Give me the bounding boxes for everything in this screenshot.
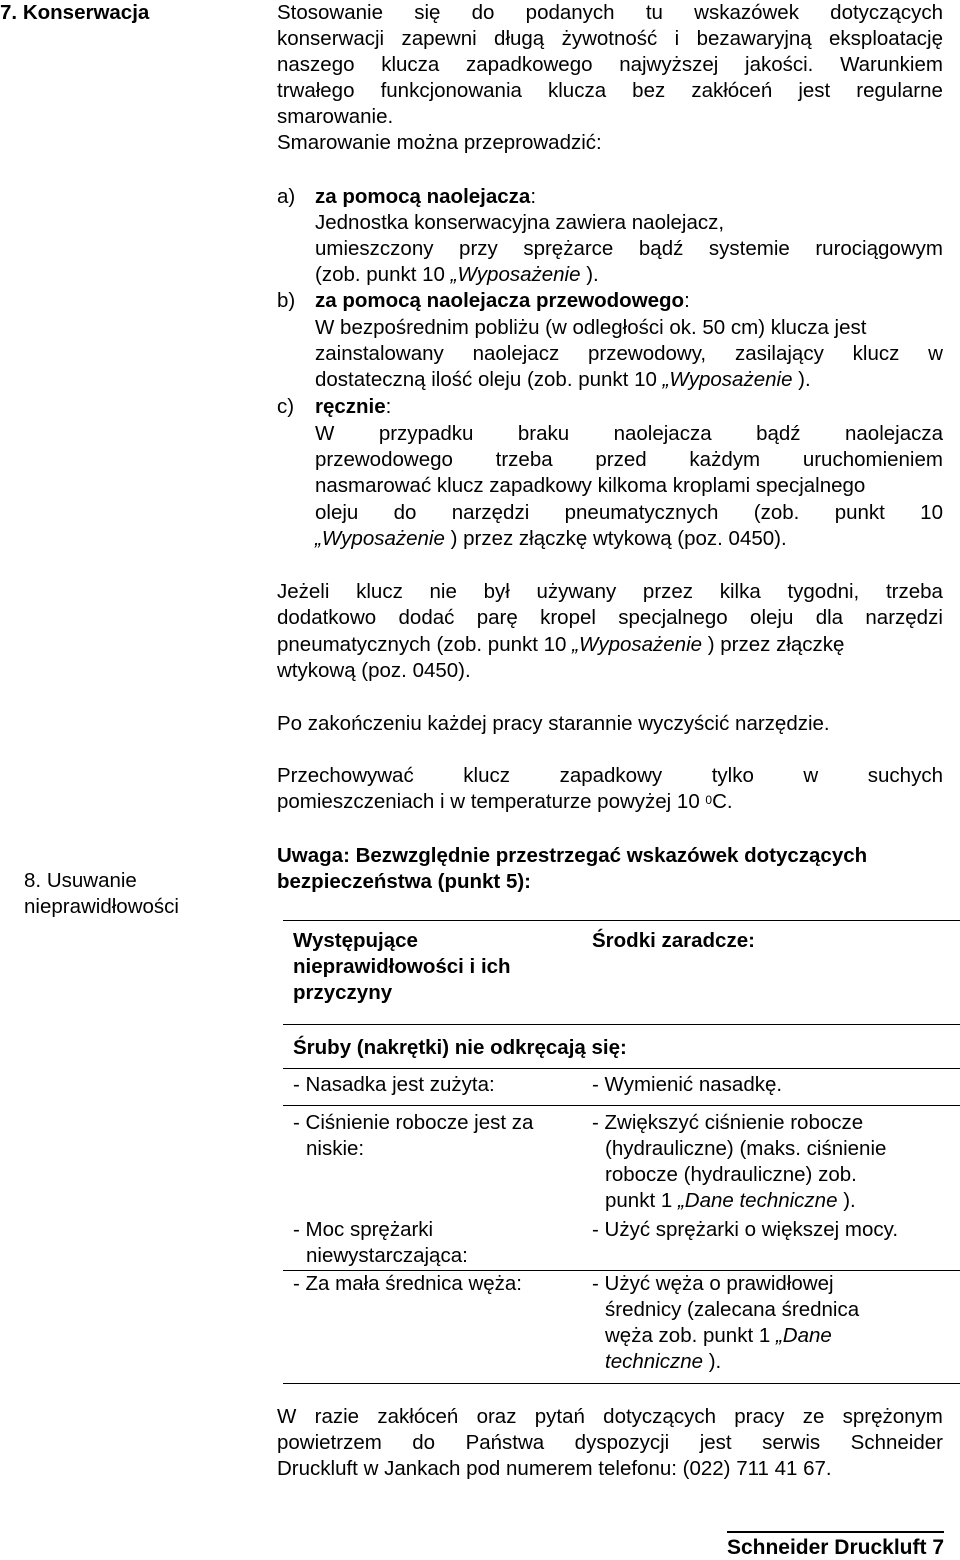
word: pracy bbox=[734, 1405, 785, 1428]
word: 10 bbox=[920, 501, 943, 524]
text-line: wtykową (poz. 0450). bbox=[277, 659, 471, 682]
word: używany bbox=[536, 580, 617, 603]
word: klucza bbox=[381, 53, 440, 76]
word: przy bbox=[459, 237, 498, 260]
text-line: nasmarować klucz zapadkowy kilkoma kroplami specjalnego bbox=[315, 474, 866, 497]
word: zakłóceń bbox=[691, 79, 773, 102]
word: uruchomieniem bbox=[802, 448, 943, 471]
item-c-title: ręcznie: bbox=[315, 395, 392, 418]
word: narzędzi bbox=[865, 606, 943, 629]
word: serwis bbox=[762, 1431, 821, 1454]
word: i bbox=[674, 27, 680, 50]
table-rule bbox=[283, 1024, 960, 1025]
table-rule bbox=[283, 920, 960, 921]
justified-line bbox=[315, 500, 943, 526]
word: długą bbox=[494, 27, 545, 50]
word: się bbox=[414, 1, 441, 24]
word: dla bbox=[815, 606, 844, 629]
word: najwyższej bbox=[619, 53, 719, 76]
word: parę bbox=[476, 606, 518, 629]
word: razie bbox=[314, 1405, 360, 1428]
section-8-heading bbox=[24, 868, 179, 920]
item-c-label: c) bbox=[277, 395, 295, 418]
word: był bbox=[483, 580, 510, 603]
word: każdym bbox=[689, 448, 761, 471]
warning-line: bezpieczeństwa (punkt 5): bbox=[277, 870, 532, 893]
word: zakłóceń bbox=[377, 1405, 459, 1428]
word: zapadkowego bbox=[466, 53, 593, 76]
word: przewodowy, bbox=[588, 342, 707, 365]
word: oleju bbox=[750, 606, 794, 629]
word: specjalnego bbox=[618, 606, 728, 629]
word: naolejacza bbox=[613, 422, 712, 445]
warning-line: Uwaga: Bezwzględnie przestrzegać wskazówek dotyczących bbox=[277, 844, 868, 867]
page-footer: Schneider Druckluft 7 bbox=[727, 1531, 944, 1560]
word: bez bbox=[632, 79, 666, 102]
word: W bbox=[277, 1405, 297, 1428]
word: (zob. bbox=[753, 501, 800, 524]
text-line: Jednostka konserwacyjna zawiera naolejacz, bbox=[315, 211, 725, 234]
word: do bbox=[393, 501, 417, 524]
word: dyspozycji bbox=[574, 1431, 670, 1454]
word: zasilający bbox=[734, 342, 824, 365]
word: kilka bbox=[719, 580, 761, 603]
text-line: „Wyposażenie ) przez złączkę wtykową (poz. 0450). bbox=[315, 527, 787, 550]
text-line: smarowanie. bbox=[277, 105, 394, 128]
word: Stosowanie bbox=[277, 1, 383, 24]
justified-line bbox=[315, 236, 943, 262]
justified-line bbox=[277, 0, 943, 26]
word: zapewni bbox=[401, 27, 477, 50]
word: trwałego bbox=[277, 79, 355, 102]
table-cell-cause: - Moc sprężarki niewystarczająca: bbox=[293, 1218, 468, 1267]
item-a-title: za pomocą naolejacza: bbox=[315, 185, 537, 208]
word: zapadkowy bbox=[559, 764, 663, 787]
justified-line bbox=[277, 1404, 943, 1430]
justified-line bbox=[315, 341, 943, 367]
word: nie bbox=[429, 580, 457, 603]
word: jakości. bbox=[745, 53, 814, 76]
word: eksploatację bbox=[829, 27, 943, 50]
word: przypadku bbox=[378, 422, 474, 445]
word: Jeżeli bbox=[277, 580, 330, 603]
table-group-title: Śruby (nakrętki) nie odkręcają się: bbox=[293, 1036, 627, 1059]
word: braku bbox=[517, 422, 570, 445]
word: bądź bbox=[638, 237, 684, 260]
word: przewodowego bbox=[315, 448, 453, 471]
word: tylko bbox=[711, 764, 754, 787]
word: oraz bbox=[476, 1405, 517, 1428]
table-rule bbox=[283, 1383, 960, 1384]
justified-line bbox=[277, 579, 943, 605]
word: sprężonym bbox=[842, 1405, 943, 1428]
word: narzędzi bbox=[451, 501, 530, 524]
item-b-label: b) bbox=[277, 289, 296, 312]
word: punkt bbox=[834, 501, 885, 524]
word: pneumatycznych bbox=[564, 501, 719, 524]
justified-line bbox=[315, 421, 943, 447]
word: do bbox=[412, 1431, 436, 1454]
word: rurociągowym bbox=[815, 237, 943, 260]
item-a-label: a) bbox=[277, 185, 296, 208]
word: klucz bbox=[356, 580, 403, 603]
text-line: pomieszczeniach i w temperaturze powyżej 10 $^0$C. bbox=[277, 790, 733, 813]
section-title: Konserwacja bbox=[22, 1, 150, 24]
word: bądź bbox=[756, 422, 801, 445]
word: Przechowywać bbox=[277, 764, 414, 787]
table-cell-cause: - Nasadka jest zużyta: bbox=[293, 1073, 495, 1096]
justified-line bbox=[277, 26, 943, 52]
word: dotyczących bbox=[830, 1, 943, 24]
table-cell-remedy: - Użyć sprężarki o większej mocy. bbox=[592, 1218, 899, 1241]
word: do bbox=[471, 1, 495, 24]
word: dodać bbox=[398, 606, 455, 629]
item-b-title: za pomocą naolejacza przewodowego: bbox=[315, 289, 690, 312]
word: jest bbox=[798, 79, 831, 102]
table-cell-remedy: - Wymienić nasadkę. bbox=[592, 1073, 783, 1096]
table-cell-cause: - Ciśnienie robocze jest za niskie: bbox=[293, 1111, 534, 1160]
word: tygodni, bbox=[787, 580, 860, 603]
word: umieszczony bbox=[315, 237, 434, 260]
word: oleju bbox=[315, 501, 359, 524]
text-line: pneumatycznych (zob. punkt 10 „Wyposażenie ) przez złączkę bbox=[277, 633, 845, 656]
word: suchych bbox=[867, 764, 943, 787]
word: Warunkiem bbox=[840, 53, 943, 76]
text-line: Po zakończeniu każdej pracy starannie wyczyścić narzędzie. bbox=[277, 712, 830, 735]
intro-paragraph bbox=[277, 0, 943, 156]
word: bezawaryjną bbox=[696, 27, 812, 50]
text-line: Smarowanie można przeprowadzić: bbox=[277, 131, 602, 154]
section-number: 7. bbox=[0, 1, 18, 24]
table-rule bbox=[283, 1068, 960, 1069]
justified-line bbox=[315, 447, 943, 473]
word: w bbox=[928, 342, 943, 365]
text-line: Druckluft w Jankach pod numerem telefonu: (022) 711 41 67. bbox=[277, 1457, 832, 1480]
section-title: Usuwanie bbox=[46, 869, 137, 892]
word: przed bbox=[595, 448, 647, 471]
word: klucz bbox=[852, 342, 900, 365]
justified-line bbox=[277, 52, 943, 78]
text-line: (zob. punkt 10 „Wyposażenie ). bbox=[315, 263, 599, 286]
word: klucz bbox=[463, 764, 510, 787]
word: pytań bbox=[534, 1405, 585, 1428]
table-cell-cause: - Za mała średnica węża: bbox=[293, 1272, 523, 1295]
word: jest bbox=[699, 1431, 732, 1454]
word: naolejacza bbox=[844, 422, 943, 445]
table-cell-remedy: - Zwiększyć ciśnienie robocze (hydrauliczne) (maks. ciśnienie robocze (hydrauliczne) zob. punkt 1 „Dane techniczne ). bbox=[592, 1111, 887, 1212]
word: wskazówek bbox=[694, 1, 799, 24]
section-number: 8. bbox=[24, 869, 42, 892]
word: klucza bbox=[547, 79, 607, 102]
table-cell-remedy: - Użyć węża o prawidłowej średnicy (zalecana średnica węża zob. punkt 1 „Dane techniczne ). bbox=[592, 1272, 860, 1373]
word: w bbox=[803, 764, 819, 787]
word: dotyczących bbox=[603, 1405, 716, 1428]
word: sprężarce bbox=[523, 237, 614, 260]
table-rule bbox=[283, 1105, 960, 1106]
word: naolejacz bbox=[472, 342, 560, 365]
word: żywotność bbox=[561, 27, 658, 50]
text-line: W bezpośrednim pobliżu (w odległości ok. 50 cm) klucza jest bbox=[315, 316, 867, 339]
table-header-cause: Występujące nieprawidłowości i ich przyczyny bbox=[293, 929, 511, 1004]
word: ze bbox=[802, 1405, 825, 1428]
word: podanych bbox=[525, 1, 615, 24]
section-7-heading bbox=[0, 0, 149, 26]
justified-line bbox=[277, 1430, 943, 1456]
word: W bbox=[315, 422, 335, 445]
word: zainstalowany bbox=[315, 342, 444, 365]
word: tu bbox=[645, 1, 663, 24]
justified-line bbox=[277, 605, 943, 631]
justified-line bbox=[277, 763, 943, 789]
word: przez bbox=[642, 580, 694, 603]
justified-line bbox=[277, 78, 943, 104]
section-title: nieprawidłowości bbox=[24, 895, 179, 918]
table-header-remedy: Środki zaradcze: bbox=[592, 929, 755, 952]
superscript: 0 bbox=[705, 793, 713, 807]
word: dodatkowo bbox=[277, 606, 377, 629]
word: Schneider bbox=[850, 1431, 943, 1454]
word: funkcjonowania bbox=[380, 79, 522, 102]
word: naszego bbox=[277, 53, 355, 76]
word: trzeba bbox=[495, 448, 553, 471]
text-line: dostateczną ilość oleju (zob. punkt 10 „Wyposażenie ). bbox=[315, 368, 811, 391]
word: Państwa bbox=[465, 1431, 545, 1454]
word: konserwacji bbox=[277, 27, 385, 50]
word: powietrzem bbox=[277, 1431, 382, 1454]
word: regularne bbox=[856, 79, 943, 102]
word: kropel bbox=[540, 606, 596, 629]
word: systemie bbox=[708, 237, 790, 260]
word: trzeba bbox=[885, 580, 943, 603]
